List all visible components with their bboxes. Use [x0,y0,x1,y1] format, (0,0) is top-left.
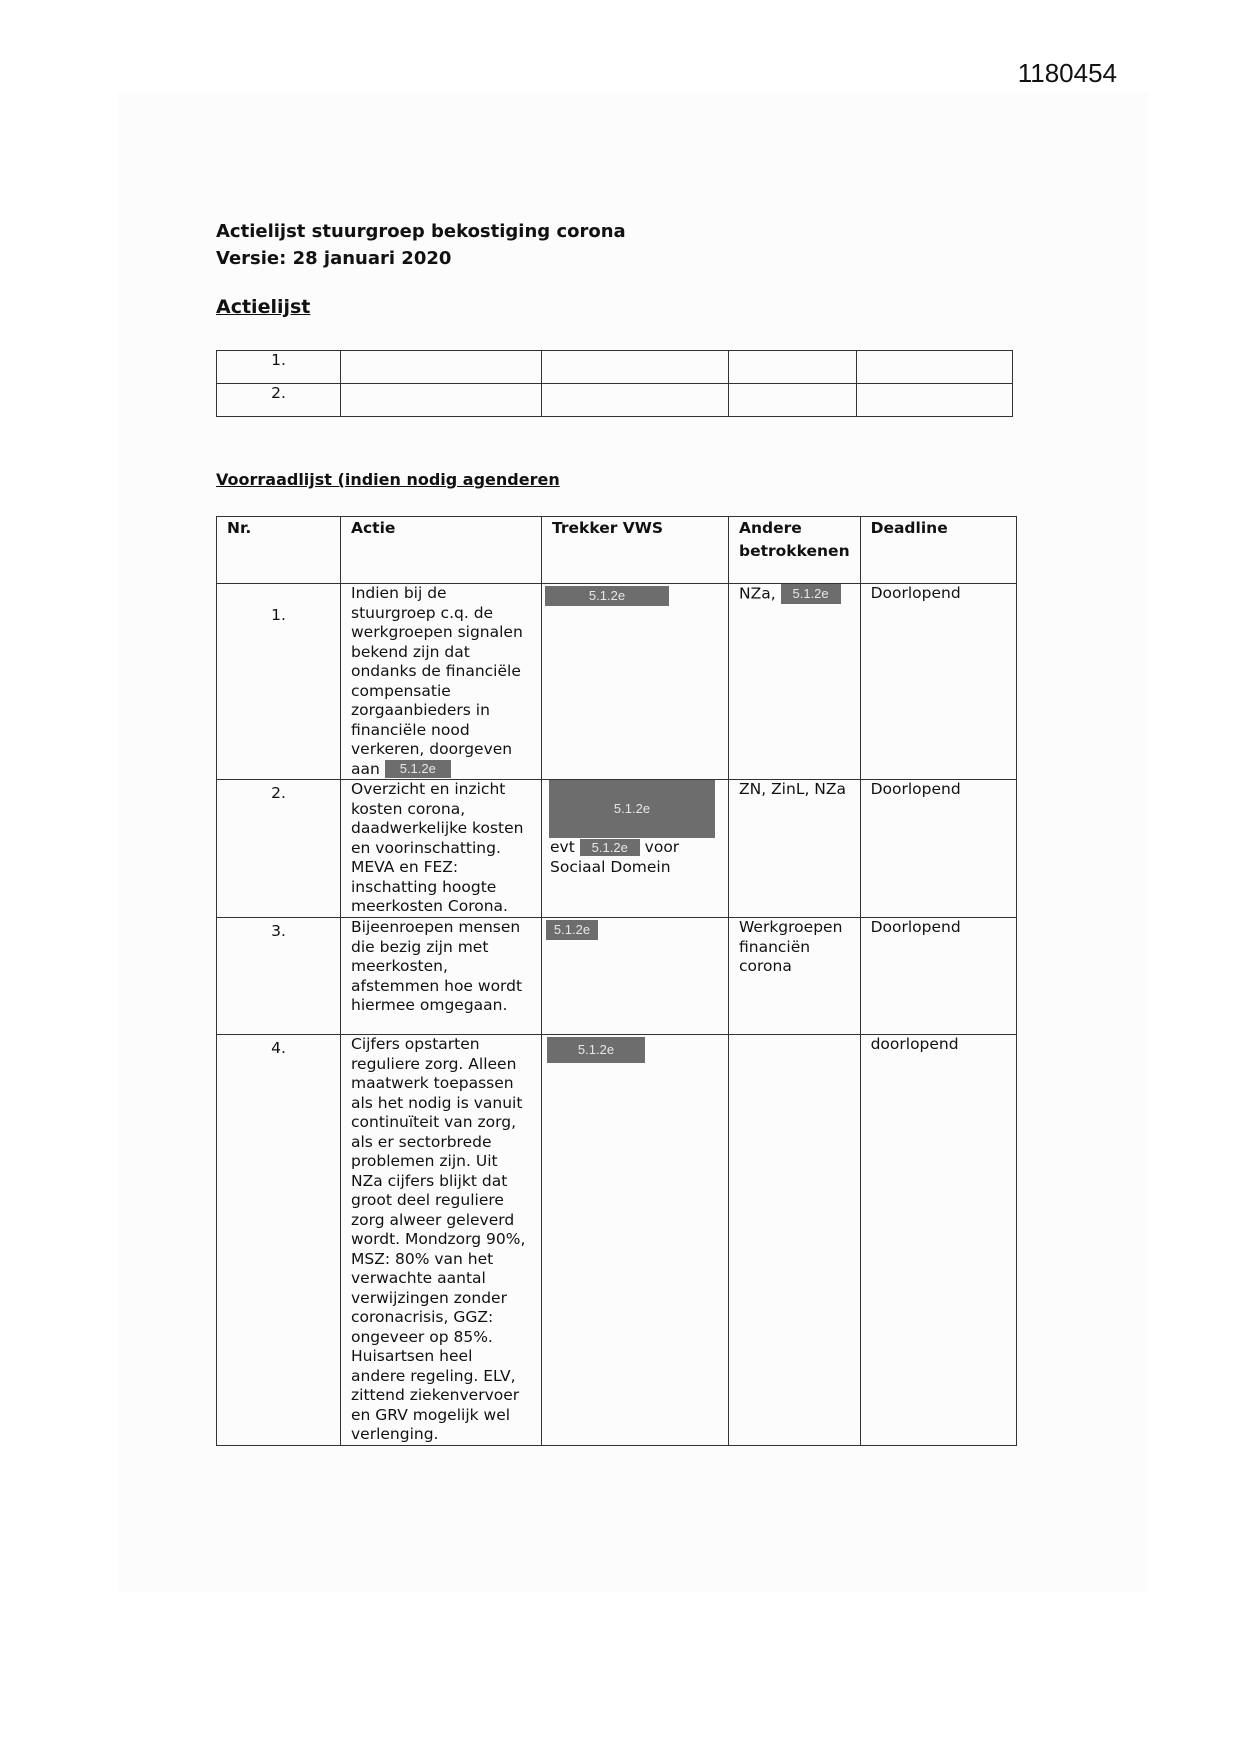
header-deadline: Deadline [860,517,1016,584]
table-row [217,384,1013,417]
trekker-cell [542,780,729,918]
deadline-cell: doorlopend [860,1035,1016,1446]
empty-cell [857,384,1013,417]
trekker-evt: evt [550,838,575,856]
andere-cell [729,1035,861,1446]
header-nr: Nr. [217,517,341,584]
row-number: 1. [217,351,341,384]
redaction-block: 5.1.2e [781,584,841,604]
andere-cell [729,584,861,780]
header-trekker: Trekker VWS [542,517,729,584]
deadline-cell: Doorlopend [860,584,1016,780]
table-row [217,351,1013,384]
document-title: Actielijst stuurgroep bekostiging corona [216,221,626,242]
actie-cell: Cijfers opstarten reguliere zorg. Alleen maatwerk toepassen als het nodig is vanuit continuïteit van zorg, als er sectorbrede problemen zijn. Uit NZa cijfers blijkt dat groot deel reguliere zorg alweer geleverd wordt. Mondzorg 90%, MSZ: 80% van het verwachte aantal verwijzingen zonder coronacrisis, GGZ: ongeveer op 85%. Huisartsen heel andere regeling. ELV, zittend ziekenvervoer en GRV mogelijk wel verlenging. [341,1035,542,1446]
trekker-cell [542,1035,729,1446]
empty-cell [341,384,542,417]
row-number: 1. [217,584,341,780]
redaction-block: 5.1.2e [549,780,715,838]
document-version: Versie: 28 januari 2020 [216,248,452,269]
trekker-suffix: Sociaal Domein [550,857,671,876]
actielijst-table [216,350,1013,417]
deadline-cell: Doorlopend [860,918,1016,1035]
table-row [217,918,1017,1035]
actie-cell [341,584,542,780]
redaction-block: 5.1.2e [580,839,640,856]
table-header-row [217,517,1017,584]
table-row [217,584,1017,780]
empty-cell [341,351,542,384]
trekker-cell [542,584,729,780]
row-number: 2. [217,780,341,918]
actie-cell: Overzicht en inzicht kosten corona, daadwerkelijke kosten en voorinschatting. MEVA en FEZ: inschatting hoogte meerkosten Corona. [341,780,542,918]
table-row [217,780,1017,918]
empty-cell [542,351,729,384]
empty-cell [729,384,857,417]
empty-cell [729,351,857,384]
redaction-block: 5.1.2e [546,920,598,940]
redaction-block: 5.1.2e [385,760,451,778]
andere-text: NZa, [739,584,776,603]
trekker-cell [542,918,729,1035]
header-andere: Andere betrokkenen [729,517,861,584]
header-actie: Actie [341,517,542,584]
andere-cell: ZN, ZinL, NZa [729,780,861,918]
empty-cell [542,384,729,417]
actielijst-heading: Actielijst [216,296,311,318]
redaction-block: 5.1.2e [547,1037,645,1063]
deadline-cell: Doorlopend [860,780,1016,918]
trekker-voor: voor [644,838,680,856]
row-number: 2. [217,384,341,417]
table-row [217,1035,1017,1446]
actie-cell: Bijeenroepen mensen die bezig zijn met meerkosten, afstemmen hoe wordt hiermee omgegaan. [341,918,542,1035]
voorraadlijst-heading: Voorraadlijst (indien nodig agenderen [216,470,560,489]
redaction-block: 5.1.2e [545,586,669,606]
voorraadlijst-table [216,516,1017,1446]
andere-cell: Werkgroepen financiën corona [729,918,861,1035]
actie-text: Indien bij de stuurgroep c.q. de werkgroepen signalen bekend zijn dat ondanks de financiële compensatie zorgaanbieders in financiële nood verkeren, doorgeven aan [351,584,523,778]
title-block [216,218,626,272]
document-number: 1180454 [1017,58,1117,88]
row-number: 4. [217,1035,341,1446]
row-number: 3. [217,918,341,1035]
empty-cell [857,351,1013,384]
